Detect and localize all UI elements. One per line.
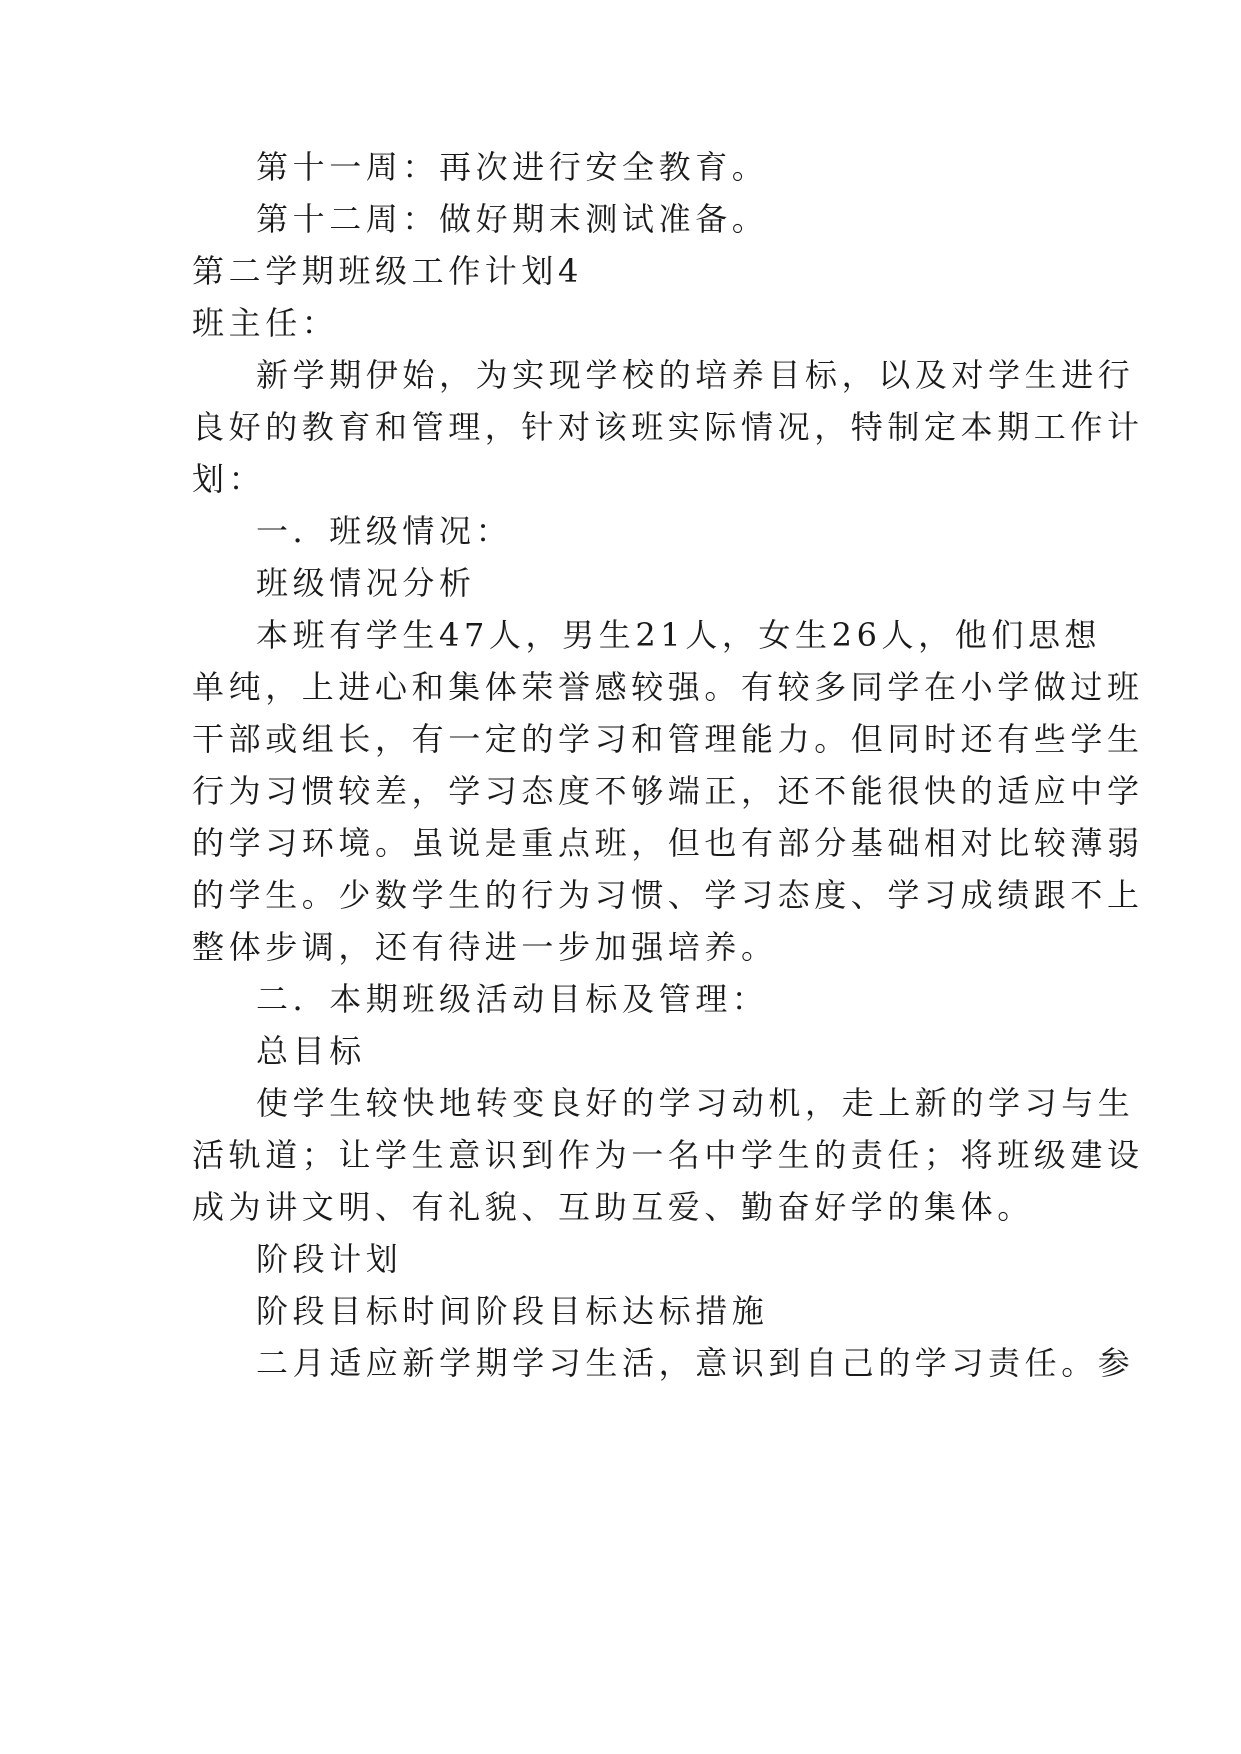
section-1-subheading: 班级情况分析 (256, 564, 476, 602)
section-1-heading: 一．班级情况： (256, 512, 513, 550)
section-2-heading: 二．本期班级活动目标及管理： (256, 980, 769, 1018)
goal-line-3: 成为讲文明、有礼貌、互助互爱、勤奋好学的集体。 (192, 1188, 1034, 1226)
goal-line-1: 使学生较快地转变良好的学习动机，走上新的学习与生 (256, 1084, 1135, 1122)
class-analysis-line-4: 行为习惯较差，学习态度不够端正，还不能很快的适应中学 (192, 772, 1144, 810)
teacher-label: 班主任： (192, 304, 339, 342)
overall-goal-heading: 总目标 (256, 1032, 366, 1070)
intro-line-2: 良好的教育和管理，针对该班实际情况，特制定本期工作计 (192, 408, 1144, 446)
class-analysis-line-3: 干部或组长，有一定的学习和管理能力。但同时还有些学生 (192, 720, 1144, 758)
stage-plan-heading: 阶段计划 (256, 1240, 403, 1278)
stage-plan-columns: 阶段目标时间阶段目标达标措施 (256, 1292, 769, 1330)
class-analysis-line-6: 的学生。少数学生的行为习惯、学习态度、学习成绩跟不上 (192, 876, 1144, 914)
class-analysis-line-2: 单纯，上进心和集体荣誉感较强。有较多同学在小学做过班 (192, 668, 1144, 706)
class-analysis-line-1: 本班有学生47人，男生21人，女生26人，他们思想 (256, 616, 1102, 654)
stage-plan-february: 二月适应新学期学习生活，意识到自己的学习责任。参 (256, 1344, 1135, 1382)
goal-line-2: 活轨道；让学生意识到作为一名中学生的责任；将班级建设 (192, 1136, 1144, 1174)
intro-line-1: 新学期伊始，为实现学校的培养目标，以及对学生进行 (256, 356, 1135, 394)
week-11-line: 第十一周：再次进行安全教育。 (256, 148, 769, 186)
class-analysis-line-7: 整体步调，还有待进一步加强培养。 (192, 928, 778, 966)
document-title: 第二学期班级工作计划4 (192, 252, 583, 290)
intro-line-3: 划： (192, 460, 266, 498)
class-analysis-line-5: 的学习环境。虽说是重点班，但也有部分基础相对比较薄弱 (192, 824, 1144, 862)
week-12-line: 第十二周：做好期末测试准备。 (256, 200, 769, 238)
